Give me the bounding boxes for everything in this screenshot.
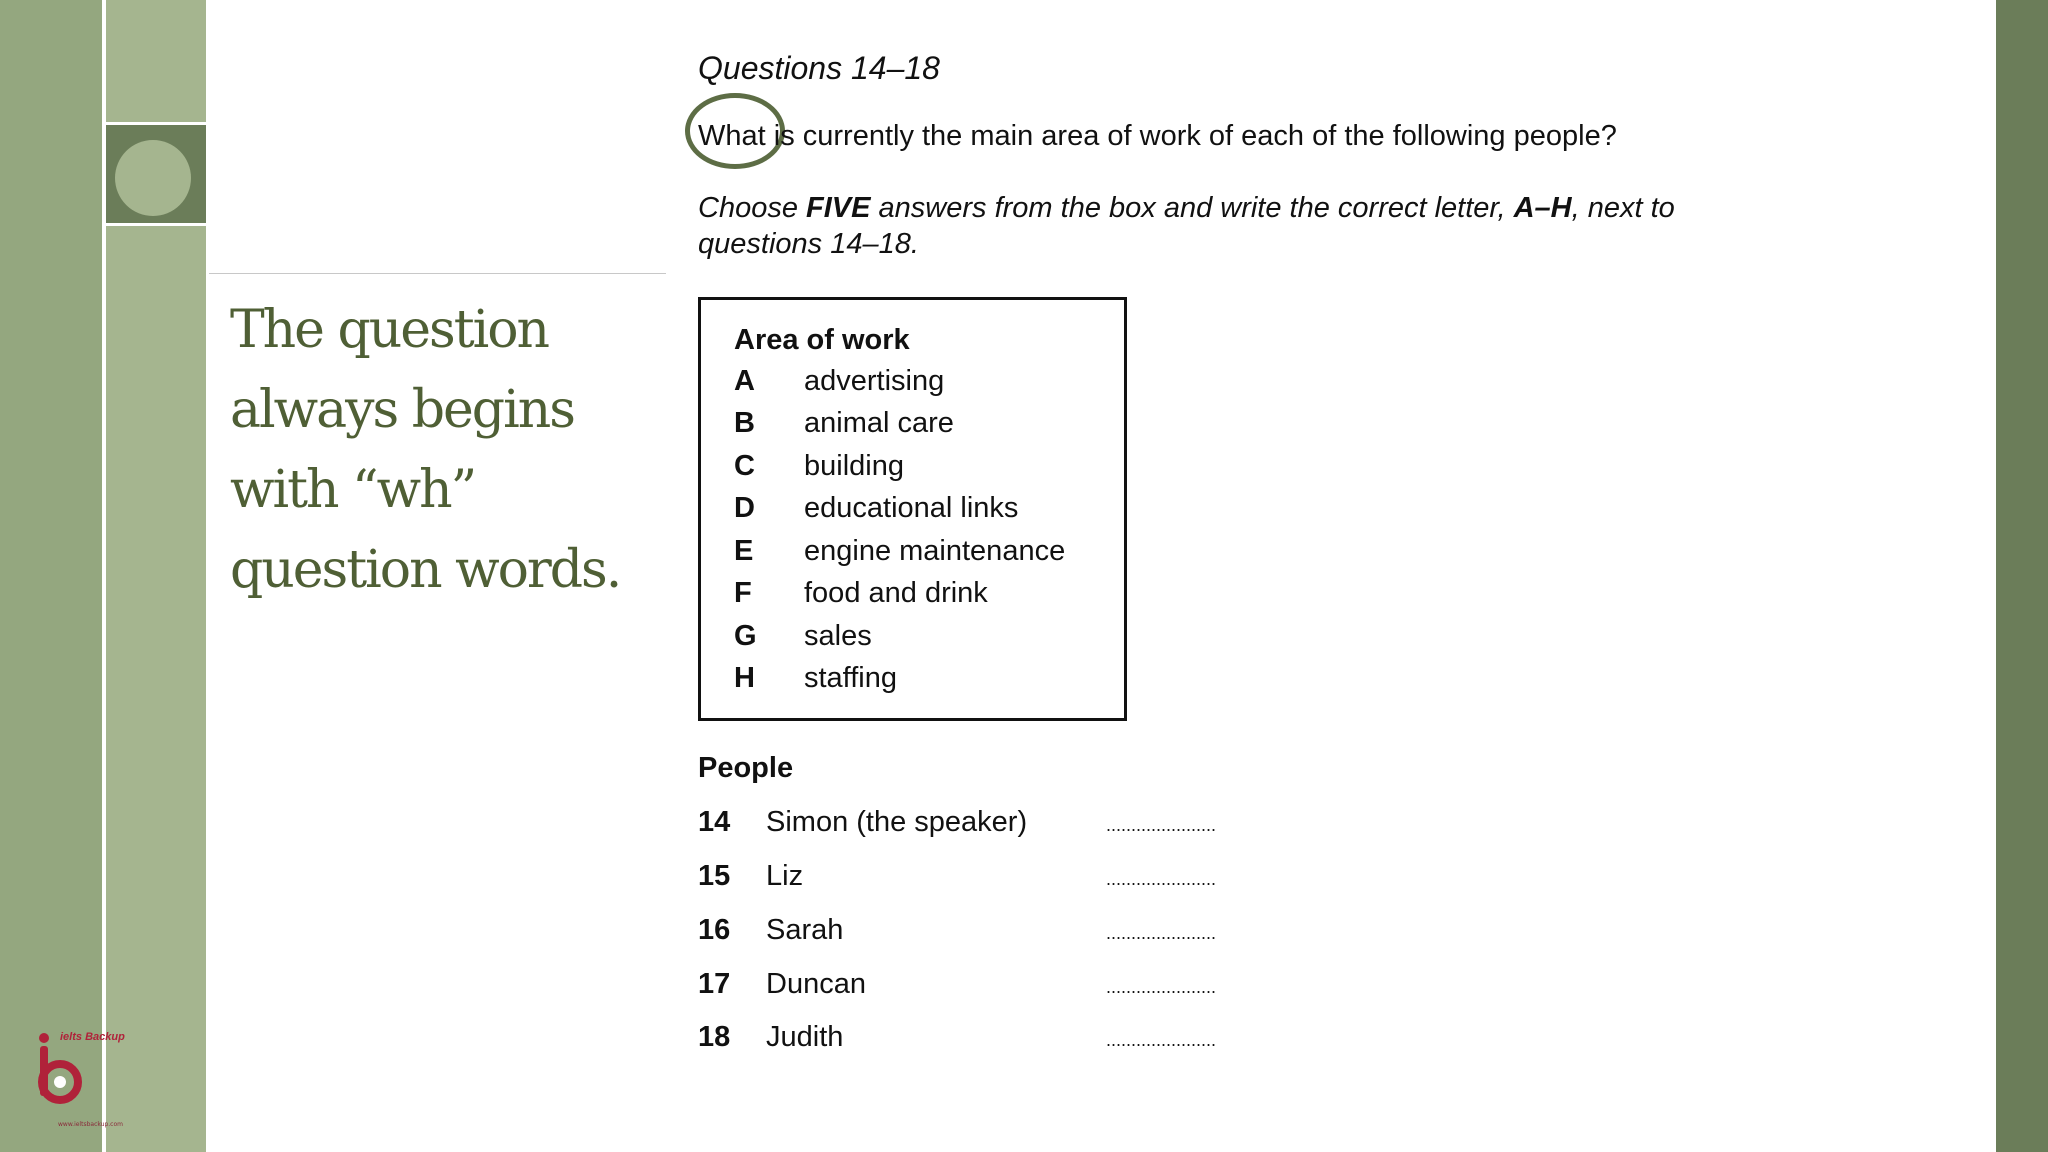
area-label: building [804,450,904,482]
area-letter: E [734,535,754,567]
area-letter: D [734,492,755,524]
logo-icon [36,1030,126,1130]
area-letter: B [734,407,755,439]
instr-bold-five: FIVE [806,192,871,224]
person-row [698,968,1216,1008]
area-item [734,407,954,449]
person-number: 15 [698,860,731,892]
right-decor-stripe [1996,0,2048,1152]
area-label: animal care [804,407,954,439]
answer-blank[interactable]: ...................... [1106,923,1217,943]
area-of-work-box [698,297,1127,721]
person-name: Judith [766,1021,844,1053]
area-letter: G [734,620,757,652]
area-item [734,577,988,619]
instr-mid: answers from the box and write the correct letter, [870,192,1514,224]
area-letter: C [734,450,755,482]
area-item [734,492,1018,534]
prompt-rest: is currently the main area of work of each of the following people? [765,120,1617,152]
person-row [698,914,1216,954]
instructions [698,190,1798,262]
left-decor-line-top [106,122,206,125]
side-note: The question always begins with “wh” question words. [230,300,621,600]
person-row [698,1021,1216,1061]
area-label: staffing [804,662,897,694]
area-letter: H [734,662,755,694]
area-item [734,365,944,407]
instr-pre: Choose [698,192,807,224]
area-label: educational links [804,492,1019,524]
left-decor-line-bottom [106,223,206,226]
instr-post: , next to questions 14–18. [698,192,1675,260]
person-number: 17 [698,968,731,1000]
people-title: People [698,752,794,784]
area-label: food and drink [804,577,988,609]
person-name: Sarah [766,914,844,946]
area-label: advertising [804,365,945,397]
area-item [734,662,897,704]
person-number: 16 [698,914,731,946]
question-prompt [698,120,1617,153]
questions-header: Questions 14–18 [698,50,940,86]
person-name: Liz [766,860,804,892]
answer-blank[interactable]: ...................... [1106,815,1217,835]
area-letter: A [734,365,755,397]
area-letter: F [734,577,752,609]
area-box-title: Area of work [734,324,910,356]
answer-blank[interactable]: ...................... [1106,1030,1217,1050]
logo-text: ielts Backup [60,1031,125,1043]
person-number: 18 [698,1021,731,1053]
area-item [734,450,904,492]
person-name: Simon (the speaker) [766,806,1028,838]
area-item [734,620,872,662]
area-item [734,535,1065,577]
area-label: engine maintenance [804,535,1066,567]
person-row [698,806,1216,846]
side-divider [209,273,666,274]
answer-blank[interactable]: ...................... [1106,869,1217,889]
person-number: 14 [698,806,731,838]
instr-bold-range: A–H [1513,192,1572,224]
person-row [698,860,1216,900]
svg-text:www.ieltsbackup.com: www.ieltsbackup.com [58,1121,123,1128]
person-name: Duncan [766,968,866,1000]
area-label: sales [804,620,872,652]
answer-blank[interactable]: ...................... [1106,977,1217,997]
left-decor-stripe [0,0,102,1152]
circle-decor-icon [115,140,191,216]
ielts-backup-logo [36,1030,126,1130]
prompt-wh-word: What [698,120,766,152]
